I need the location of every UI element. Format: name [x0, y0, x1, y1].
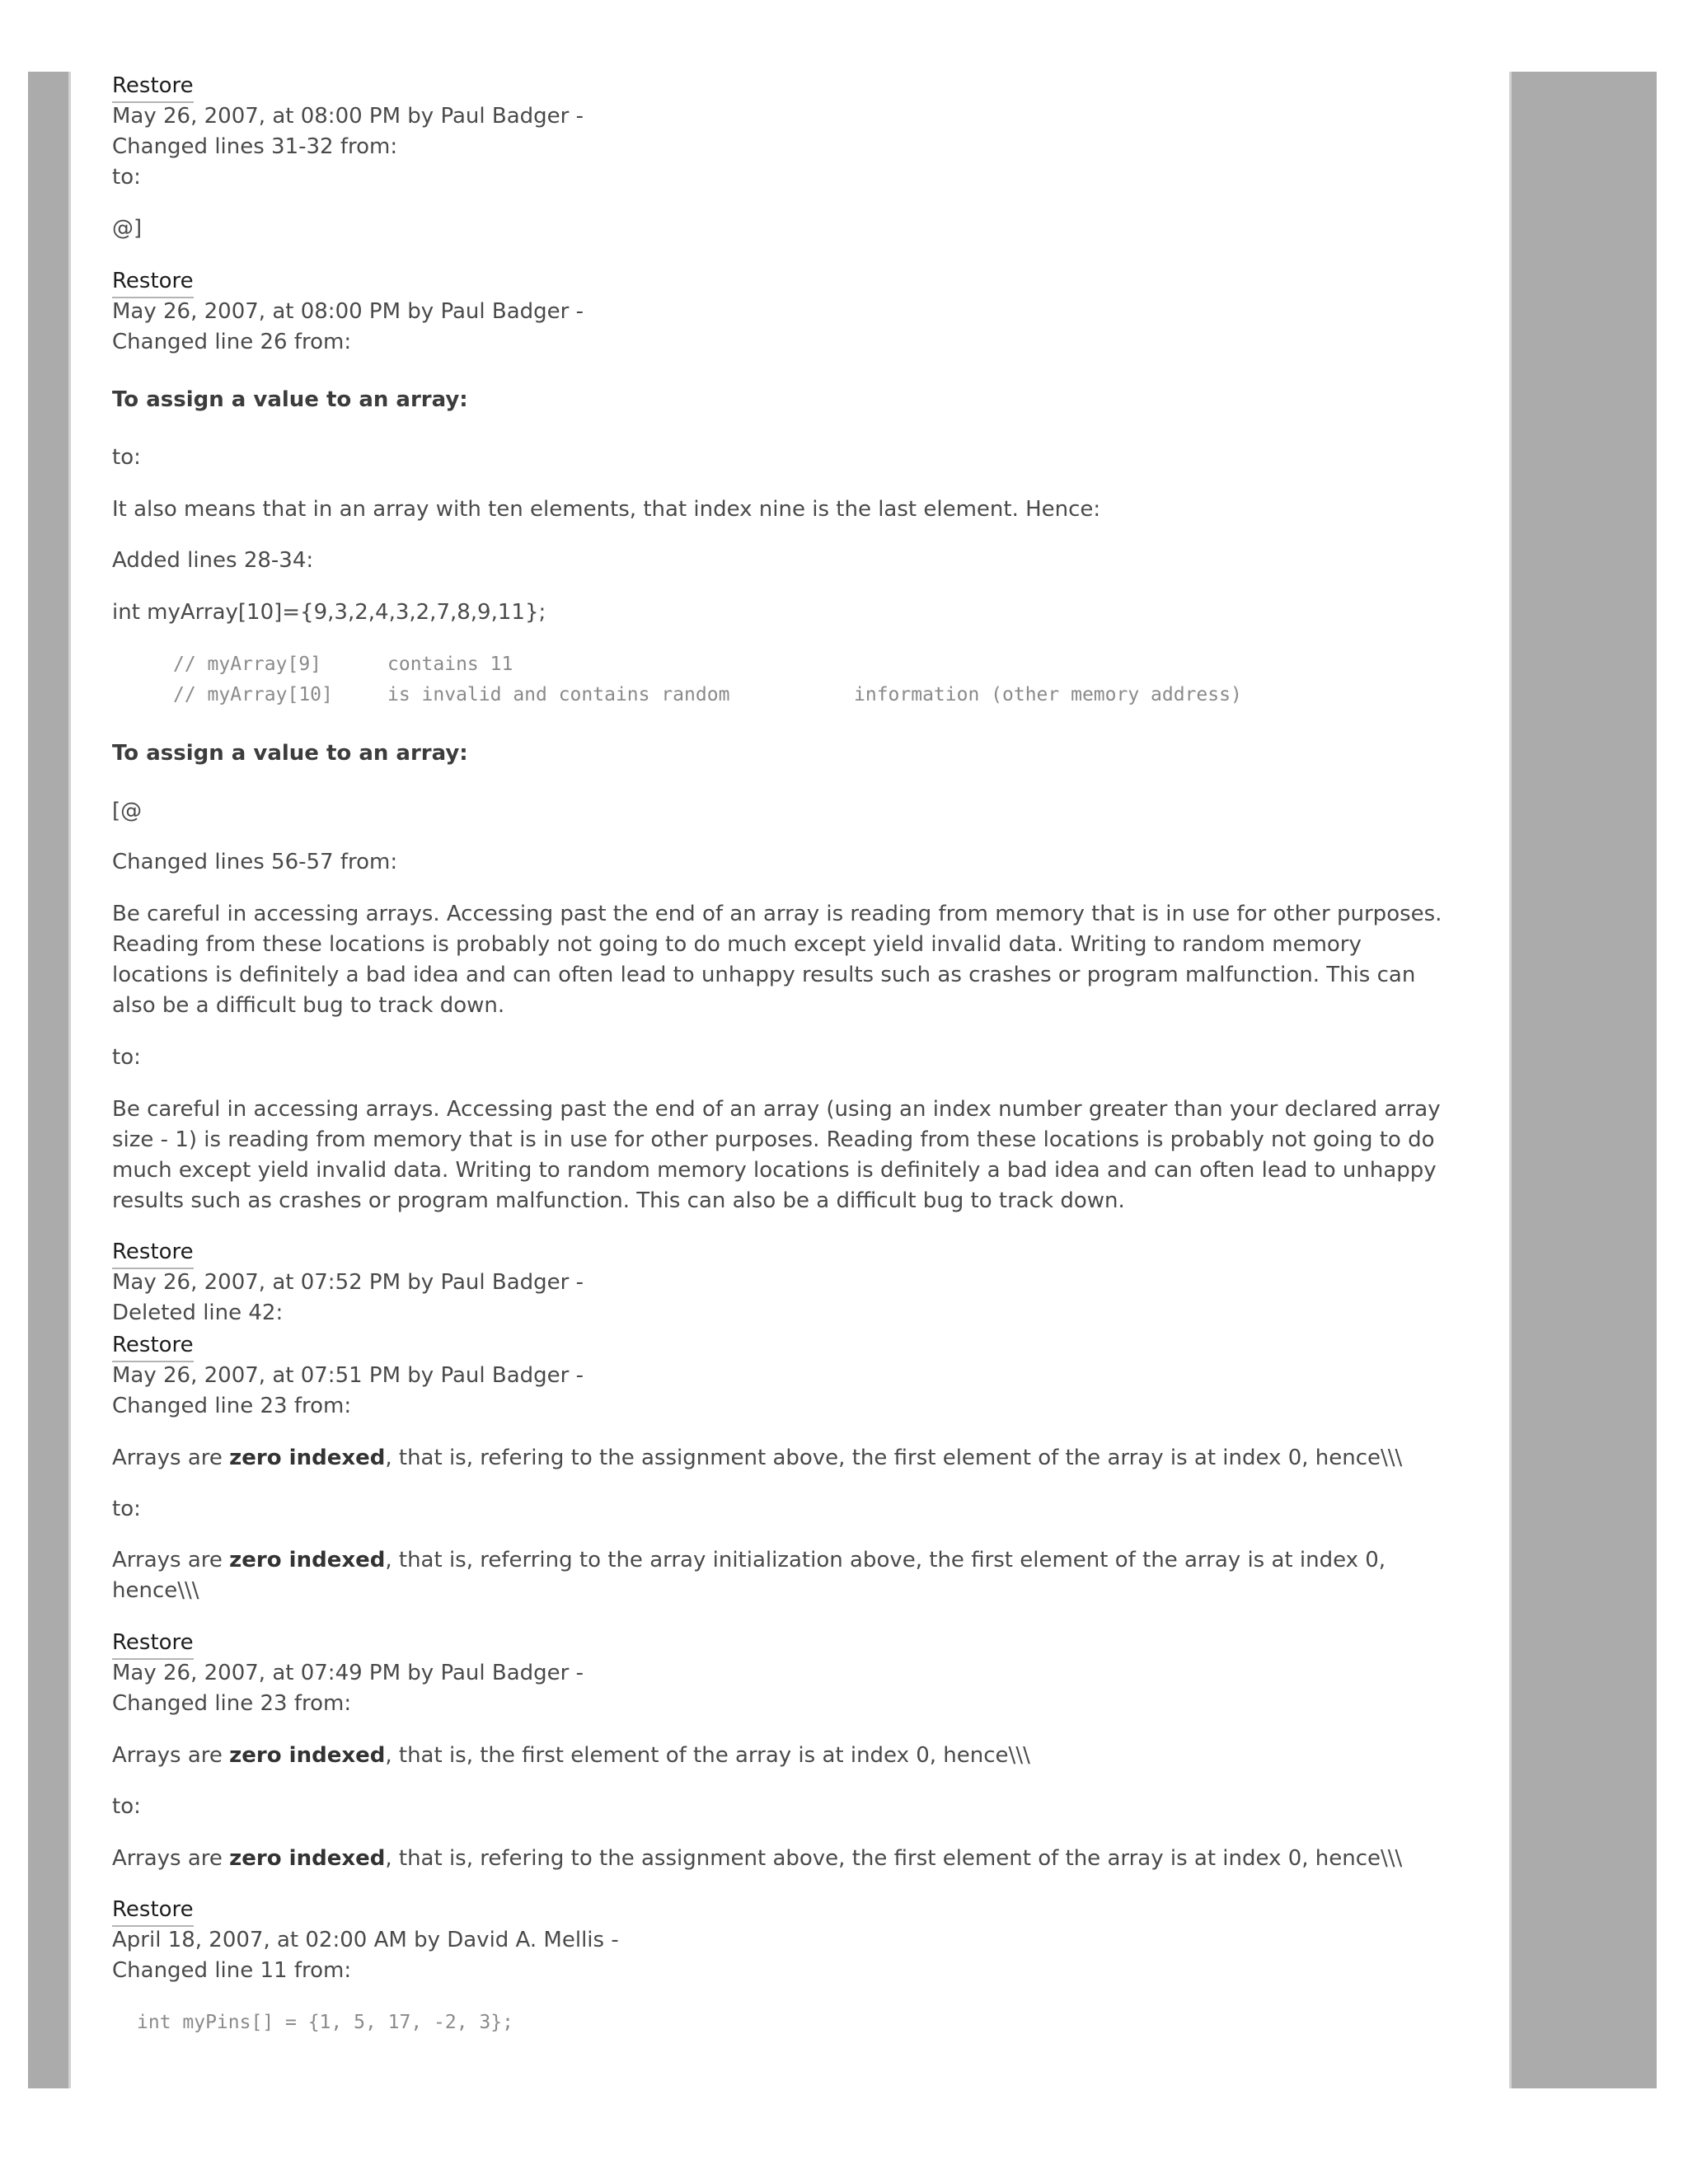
diff-text — [112, 1545, 1464, 1606]
diff-text — [112, 1844, 1402, 1874]
diff-text — [112, 1741, 1030, 1771]
restore-link[interactable]: Restore — [112, 1628, 194, 1660]
text-rest: , that is, refering to the assignment above, the first element of the array is at index 0, hence\\\ — [385, 1846, 1403, 1871]
diff-text: [@ — [112, 799, 143, 823]
to-label: to: — [112, 1045, 141, 1070]
text-prefix: Arrays are — [112, 1548, 230, 1572]
diff-text: It also means that in an array with ten elements, that index nine is the last element. Hence: — [112, 497, 1101, 522]
change-description: Changed line 26 from: — [112, 330, 352, 354]
code-comment: information (other memory address) — [854, 684, 1242, 705]
restore-link[interactable]: Restore — [112, 266, 194, 298]
left-margin-bar — [28, 72, 68, 2088]
to-label: to: — [112, 445, 141, 470]
section-heading: To assign a value to an array: — [112, 387, 468, 412]
text-prefix: Arrays are — [112, 1743, 230, 1768]
revision-meta: May 26, 2007, at 07:52 PM by Paul Badger - — [112, 1270, 584, 1295]
revision-meta: May 26, 2007, at 08:00 PM by Paul Badger - — [112, 104, 584, 129]
code-comment: // myArray[9] — [173, 654, 322, 675]
restore-link[interactable]: Restore — [112, 1237, 194, 1269]
diff-text: @] — [112, 216, 143, 241]
code-comment: // myArray[10] — [173, 684, 333, 705]
bold-term: zero indexed — [229, 1548, 386, 1572]
restore-link[interactable]: Restore — [112, 71, 194, 103]
text-rest: , that is, referring to the array initialization above, the first element of the array is at index 0, hence\\\ — [112, 1548, 1386, 1603]
restore-link[interactable]: Restore — [112, 1330, 194, 1362]
text-rest: , that is, refering to the assignment above, the first element of the array is at index 0, hence\\\ — [385, 1446, 1403, 1470]
diff-text: int myArray[10]={9,3,2,4,3,2,7,8,9,11}; — [112, 600, 546, 625]
revision-meta: May 26, 2007, at 07:49 PM by Paul Badger - — [112, 1661, 584, 1685]
change-description: Changed line 23 from: — [112, 1691, 352, 1716]
change-description: Changed lines 56-57 from: — [112, 850, 398, 874]
revision-meta: May 26, 2007, at 08:00 PM by Paul Badger - — [112, 299, 584, 324]
revision-meta: May 26, 2007, at 07:51 PM by Paul Badger - — [112, 1363, 584, 1388]
text-rest: , that is, the first element of the array is at index 0, hence\\\ — [385, 1743, 1030, 1768]
to-label: to: — [112, 165, 141, 190]
section-heading: To assign a value to an array: — [112, 741, 468, 766]
text-prefix: Arrays are — [112, 1846, 230, 1871]
change-description: Deleted line 42: — [112, 1301, 284, 1325]
change-description: Added lines 28-34: — [112, 548, 314, 573]
bold-term: zero indexed — [229, 1446, 386, 1470]
change-description: Changed line 23 from: — [112, 1394, 352, 1418]
restore-link[interactable]: Restore — [112, 1895, 194, 1927]
change-description: Changed lines 31-32 from: — [112, 134, 398, 159]
diff-paragraph: Be careful in accessing arrays. Accessing past the end of an array (using an index number greater than your declared array size - 1) is reading from memory that is in use for other purposes. Reading from these locations is probably not going to do much except yield invalid data. Writing to random memory locations is definitely a bad idea and can often lead to unhappy results such as crashes or program malfunction. This can also be a difficult bug to track down. — [112, 1097, 1441, 1213]
text-prefix: Arrays are — [112, 1446, 230, 1470]
change-description: Changed line 11 from: — [112, 1958, 352, 1983]
revision-meta: April 18, 2007, at 02:00 AM by David A. Mellis - — [112, 1928, 619, 1952]
left-margin-edge — [68, 72, 71, 2088]
diff-paragraph: Be careful in accessing arrays. Accessing past the end of an array is reading from memory that is in use for other purposes. Reading from these locations is probably not going to do much except yield invalid data. Writing to random memory locations is definitely a bad idea and can often lead to unhappy results such as crashes or program malfunction. This can also be a difficult bug to track down. — [112, 902, 1442, 1018]
to-label: to: — [112, 1497, 141, 1521]
diff-text — [112, 1443, 1402, 1474]
bold-term: zero indexed — [229, 1743, 386, 1768]
right-margin-bar — [1512, 72, 1657, 2088]
bold-term: zero indexed — [229, 1846, 386, 1871]
to-label: to: — [112, 1794, 141, 1819]
code-comment: contains 11 — [387, 654, 513, 675]
code-comment: is invalid and contains random — [387, 684, 730, 705]
code-line: int myPins[] = {1, 5, 17, -2, 3}; — [137, 2012, 513, 2033]
